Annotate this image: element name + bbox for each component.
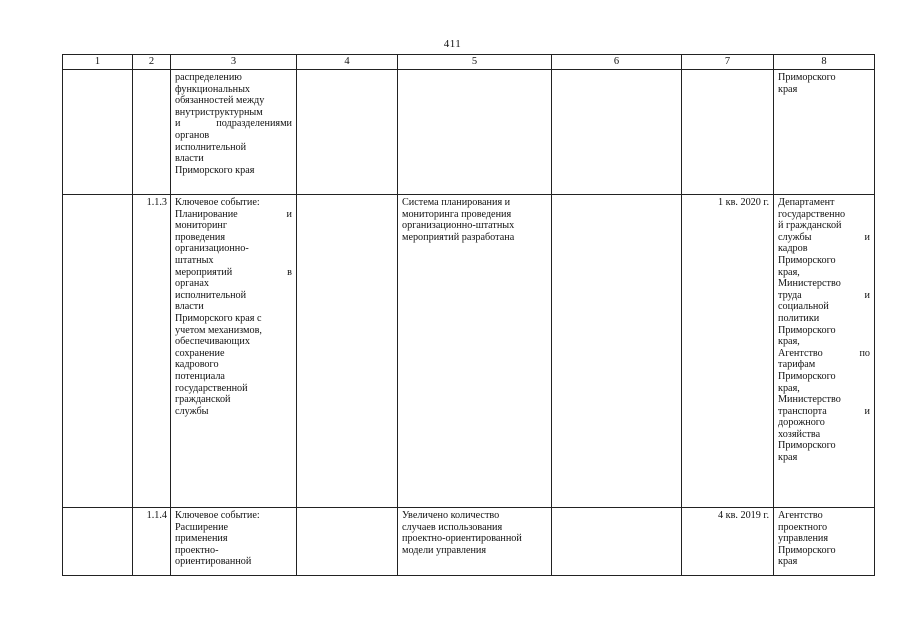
cell-text-line: Система планирования и: [402, 197, 511, 208]
cell-text-line: и подразделениями: [175, 118, 292, 130]
cell-text-line: сохранение: [175, 347, 225, 359]
column-header: 4: [297, 55, 398, 70]
cell-col1: [63, 70, 133, 195]
deadline-cell: 1 кв. 2020 г.: [682, 195, 774, 508]
cell-col6: [552, 508, 682, 576]
item-number: 1.1.4: [133, 508, 171, 576]
cell-text-line: хозяйства: [778, 428, 821, 440]
cell-text-line: внутриструктурным: [175, 106, 263, 118]
cell-text-line: гражданской: [175, 394, 231, 406]
column-header: 7: [682, 55, 774, 70]
cell-text-line: потенциала: [175, 370, 225, 382]
cell-text-line: дорожного: [778, 417, 825, 429]
cell-text-line: государственно: [778, 208, 846, 220]
cell-text-line: организационно-штатных: [402, 220, 515, 232]
cell-text-line: й гражданской: [778, 220, 842, 232]
cell-text-line: кадров: [778, 243, 808, 255]
cell-text-line: применения: [175, 533, 228, 545]
column-header: 3: [171, 55, 297, 70]
cell-col1: [63, 195, 133, 508]
column-header: 8: [774, 55, 875, 70]
column-header: 6: [552, 55, 682, 70]
cell-col4: [297, 70, 398, 195]
cell-text-line: исполнительной: [175, 141, 247, 153]
cell-text-line: Приморского: [778, 324, 836, 336]
event-cell: [171, 70, 297, 195]
cell-text-line: Ключевое событие:: [175, 510, 260, 521]
cell-text-line: труда и: [778, 289, 870, 301]
cell-text-line: тарифам: [778, 359, 816, 371]
cell-col6: [552, 195, 682, 508]
cell-text-line: Агентство: [778, 510, 823, 521]
cell-text-line: управления: [778, 533, 829, 545]
responsible-cell: [774, 508, 875, 576]
cell-text-line: транспорта и: [778, 405, 870, 417]
deadline-cell: 4 кв. 2019 г.: [682, 508, 774, 576]
cell-text-line: Министерство: [778, 394, 841, 406]
cell-text-line: Департамент: [778, 197, 835, 208]
cell-text-line: случаев использования: [402, 521, 503, 533]
result-cell: [398, 195, 552, 508]
cell-text-line: мониторинг: [175, 220, 228, 232]
cell-text-line: кадрового: [175, 359, 219, 371]
cell-text-line: Расширение: [175, 521, 229, 533]
cell-text-line: края: [778, 452, 798, 464]
cell-text-line: власти: [175, 153, 204, 165]
cell-text-line: мероприятий разработана: [402, 231, 515, 243]
cell-text-line: модели управления: [402, 544, 487, 556]
cell-col4: [297, 195, 398, 508]
event-cell: [171, 508, 297, 576]
table-row: [63, 508, 875, 576]
cell-text-line: края,: [778, 382, 800, 394]
cell-text-line: мероприятий в: [175, 266, 292, 278]
cell-text-line: социальной: [778, 301, 829, 313]
deadline-cell: [682, 70, 774, 195]
cell-text-line: края,: [778, 266, 800, 278]
cell-col6: [552, 70, 682, 195]
cell-text-line: органах: [175, 278, 209, 290]
column-header: 5: [398, 55, 552, 70]
cell-text-line: края,: [778, 336, 800, 348]
cell-text-line: распределению: [175, 72, 242, 83]
cell-text-line: Увеличено количество: [402, 510, 500, 521]
plan-table: [62, 54, 875, 576]
cell-col1: [63, 508, 133, 576]
cell-text-line: власти: [175, 301, 204, 313]
cell-text-line: Приморского: [778, 440, 836, 452]
cell-text-line: мониторинга проведения: [402, 208, 512, 220]
cell-text-line: Приморского края: [175, 164, 255, 176]
page-number: 411: [443, 38, 462, 50]
cell-col4: [297, 508, 398, 576]
cell-text-line: Ключевое событие:: [175, 197, 260, 208]
responsible-cell: [774, 195, 875, 508]
table-row: [63, 195, 875, 508]
cell-text-line: проектно-: [175, 544, 219, 556]
cell-text-line: Приморского: [778, 254, 836, 266]
cell-text-line: Приморского: [778, 544, 836, 556]
cell-text-line: организационно-: [175, 243, 249, 255]
cell-text-line: Планирование и: [175, 208, 292, 220]
cell-text-line: края: [778, 556, 798, 568]
cell-text-line: штатных: [175, 254, 214, 266]
cell-text-line: исполнительной: [175, 289, 247, 301]
table-row: [63, 70, 875, 195]
cell-text-line: государственной: [175, 382, 248, 394]
result-cell: [398, 508, 552, 576]
column-header: 1: [63, 55, 133, 70]
cell-text-line: политики: [778, 312, 820, 324]
event-cell: [171, 195, 297, 508]
cell-text-line: проектного: [778, 521, 828, 533]
cell-text-line: Министерство: [778, 278, 841, 290]
item-number: 1.1.3: [133, 195, 171, 508]
header-row: [63, 55, 875, 70]
cell-text-line: Приморского: [778, 72, 836, 83]
cell-text-line: службы и: [778, 231, 870, 243]
cell-text-line: службы: [175, 405, 209, 417]
column-header: 2: [133, 55, 171, 70]
cell-text-line: Приморского: [778, 370, 836, 382]
cell-text-line: края: [778, 83, 798, 95]
item-number: [133, 70, 171, 195]
result-cell: [398, 70, 552, 195]
cell-text-line: обеспечивающих: [175, 336, 250, 348]
cell-text-line: проектно-ориентированной: [402, 533, 522, 545]
cell-text-line: органов: [175, 129, 210, 141]
cell-text-line: функциональных: [175, 83, 251, 95]
cell-text-line: Приморского края с: [175, 312, 262, 324]
cell-text-line: проведения: [175, 231, 226, 243]
responsible-cell: [774, 70, 875, 195]
cell-text-line: обязанностей между: [175, 95, 265, 107]
cell-text-line: учетом механизмов,: [175, 324, 262, 336]
cell-text-line: ориентированной: [175, 556, 252, 568]
cell-text-line: Агентство по: [778, 347, 870, 359]
